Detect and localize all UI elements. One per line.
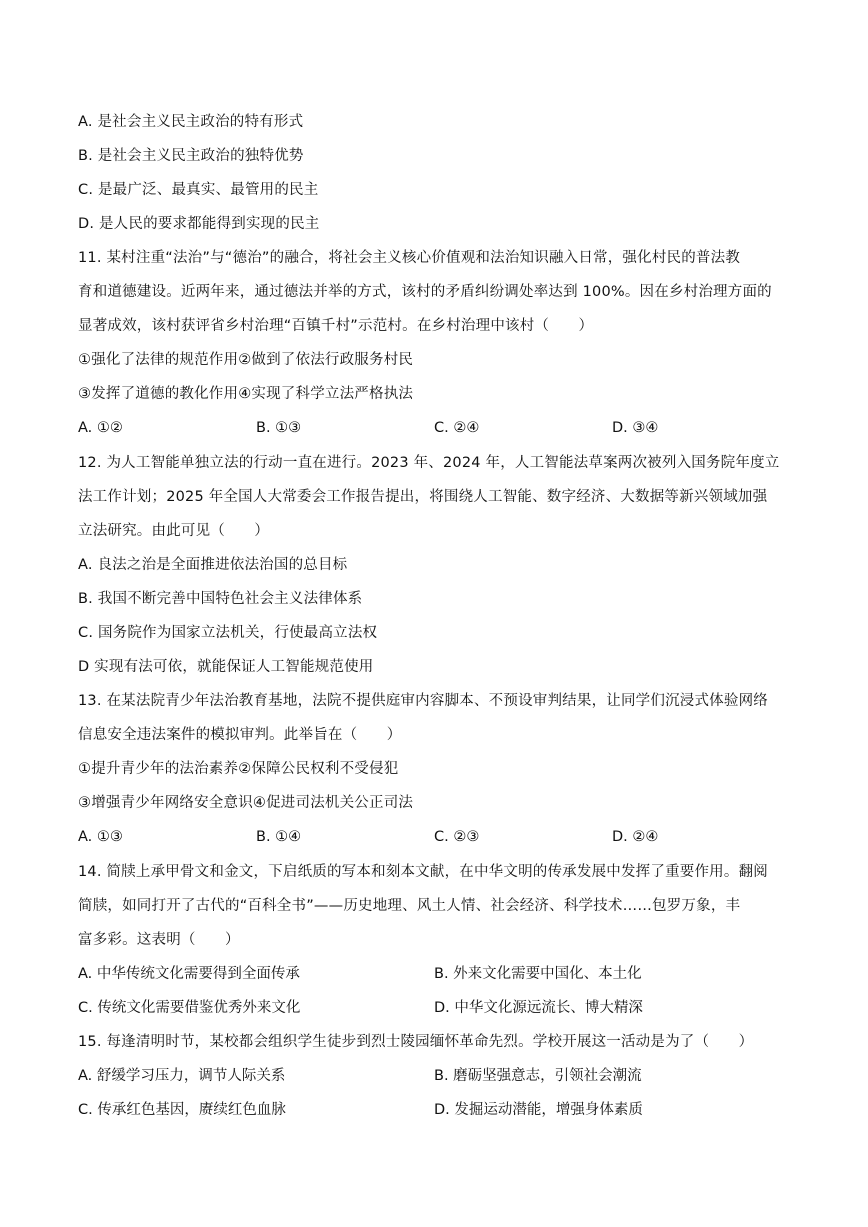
q12-option-d: D 实现有法可依，就能保证人工智能规范使用 [78,659,374,675]
q15-option-a: A. 舒缓学习压力，调节人际关系 [78,1068,286,1084]
q12-stem-line: 立法研究。由此可见（ ） [78,523,270,539]
q11-stem-line: 显著成效，该村获评省乡村治理“百镇千村”示范村。在乡村治理中该村（ ） [78,318,594,334]
q15-option-d: D. 发掘运动潜能，增强身体素质 [434,1102,643,1118]
q14-option-c: C. 传统文化需要借鉴优秀外来文化 [78,1000,301,1016]
q13-option-d: D. ②④ [612,829,659,845]
q14-stem-line: 富多彩。这表明（ ） [78,932,240,948]
q10-option-c: C. 是最广泛、最真实、最管用的民主 [78,182,319,198]
q15-stem-line: 15. 每逢清明时节，某校都会组织学生徒步到烈士陵园缅怀革命先烈。学校开展这一活动是为了（ ） [78,1034,754,1050]
q12-stem-line: 12. 为人工智能单独立法的行动一直在进行。2023 年、2024 年，人工智能法草案两次被列入国务院年度立 [78,455,780,471]
q13-option-c: C. ②③ [434,829,480,845]
q13-statement: ①提升青少年的法治素养②保障公民权利不受侵犯 [78,761,399,777]
q14-stem-line: 简牍，如同打开了古代的“百科全书”——历史地理、风土人情、社会经济、科学技术……包罗万象，丰 [78,898,741,914]
q14-stem-line: 14. 简牍上承甲骨文和金文，下启纸质的写本和刻本文献，在中华文明的传承发展中发挥了重要作用。翻阅 [78,864,768,880]
q15-option-b: B. 磨砺坚强意志，引领社会潮流 [434,1068,642,1084]
q11-stem-line: 育和道德建设。近两年来，通过德法并举的方式，该村的矛盾纠纷调处率达到 100%。因在乡村治理方面的 [78,284,772,300]
q13-stem-line: 13. 在某法院青少年法治教育基地，法院不提供庭审内容脚本、不预设审判结果，让同学们沉浸式体验网络 [78,693,768,709]
q11-option-c: C. ②④ [434,420,480,436]
q11-statement: ③发挥了道德的教化作用④实现了科学立法严格执法 [78,386,414,402]
q10-option-b: B. 是社会主义民主政治的独特优势 [78,148,304,164]
q11-statement: ①强化了法律的规范作用②做到了依法行政服务村民 [78,352,414,368]
q13-option-b: B. ①④ [256,829,302,845]
q11-option-b: B. ①③ [256,420,302,436]
q10-option-d: D. 是人民的要求都能得到实现的民主 [78,216,320,232]
q12-stem-line: 法工作计划；2025 年全国人大常委会工作报告提出，将围绕人工智能、数字经济、大数据等新兴领域加强 [78,489,768,505]
q12-option-a: A. 良法之治是全面推进依法治国的总目标 [78,557,348,573]
q11-option-d: D. ③④ [612,420,659,436]
q11-stem-line: 11. 某村注重“法治”与“德治”的融合，将社会主义核心价值观和法治知识融入日常，强化村民的普法教 [78,250,741,266]
q13-option-a: A. ①③ [78,829,123,845]
q13-stem-line: 信息安全违法案件的模拟审判。此举旨在（ ） [78,727,402,743]
q14-option-b: B. 外来文化需要中国化、本土化 [434,966,642,982]
q11-option-a: A. ①② [78,420,123,436]
q13-statement: ③增强青少年网络安全意识④促进司法机关公正司法 [78,795,414,811]
q12-option-b: B. 我国不断完善中国特色社会主义法律体系 [78,591,363,607]
q14-option-a: A. 中华传统文化需要得到全面传承 [78,966,300,982]
q10-option-a: A. 是社会主义民主政治的特有形式 [78,114,304,130]
q15-option-c: C. 传承红色基因，赓续红色血脉 [78,1102,286,1118]
q14-option-d: D. 中华文化源远流长、博大精深 [434,1000,643,1016]
q12-option-c: C. 国务院作为国家立法机关，行使最高立法权 [78,625,378,641]
